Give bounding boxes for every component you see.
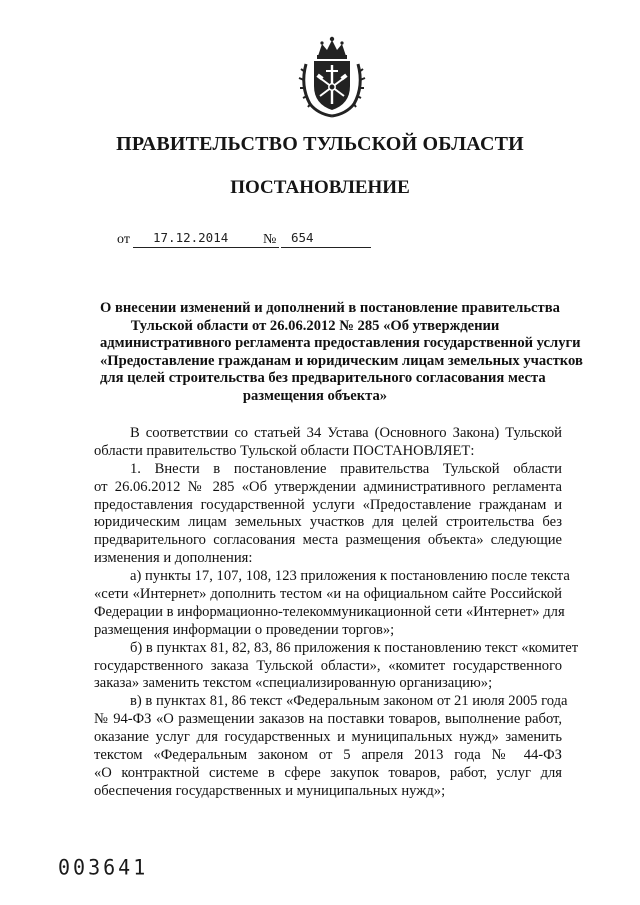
subject-line: «Предоставление гражданам и юридическим лицам земельных участков (100, 352, 583, 369)
body-line: В соответствии со статьей 34 Устава (Основного Закона) Тульской (130, 425, 562, 441)
number-underline (281, 247, 371, 248)
body-line: а) пункты 17, 107, 108, 123 приложения к постановлению после текста (130, 568, 570, 585)
body-line: оказание услуг для государственных и муниципальных нужд» заменить (94, 729, 562, 746)
body-line: в) в пунктах 81, 86 текст «Федеральным законом от 21 июля 2005 года (130, 693, 568, 710)
body-line: государственного заказа Тульской области», «комитет государственного (94, 657, 562, 674)
subject-line: О внесении изменений и дополнений в постановление правительства (100, 300, 560, 316)
subject-line: административного регламента предоставления государственной услуги (100, 335, 581, 352)
date-label: от (117, 232, 130, 247)
serial-number: 003641 (58, 854, 149, 880)
document-subject (100, 300, 583, 406)
body-line: области правительство Тульской области ПОСТАНОВЛЯЕТ: (94, 442, 475, 459)
date-value: 17.12.2014 (153, 230, 229, 245)
number-value: 654 (291, 230, 314, 245)
body-line: изменения и дополнения: (94, 550, 253, 567)
document-body (94, 425, 579, 801)
document-type: ПОСТАНОВЛЕНИЕ (230, 177, 410, 198)
body-line: текстом «Федеральным законом от 5 апреля 2013 года № 44-ФЗ (94, 747, 562, 764)
body-line: предварительного согласования места размещения объекта» следующие (94, 532, 562, 549)
body-line: б) в пунктах 81, 82, 83, 86 приложения к постановлению текст «комитет (130, 639, 579, 656)
body-line: Федерации в информационно-телекоммуникационной сети «Интернет» для (94, 603, 565, 620)
tula-coat-of-arms-icon (296, 34, 368, 118)
body-line: «О контрактной системе в сфере закупок товаров, работ, услуг для (94, 764, 562, 781)
body-line: № 94-ФЗ «О размещении заказов на поставки товаров, выполнение работ, (94, 711, 562, 728)
body-line: 1. Внести в постановление правительства Тульской области (130, 460, 562, 477)
body-line: заказа» заменить текстом «специализированную организацию»; (94, 675, 493, 692)
body-line: предоставления государственной услуги «Предоставление гражданам и (94, 496, 562, 513)
body-line: обеспечения государственных и муниципальных нужд»; (94, 782, 446, 799)
organization-title: ПРАВИТЕЛЬСТВО ТУЛЬСКОЙ ОБЛАСТИ (116, 133, 524, 155)
number-label: № (263, 232, 277, 247)
date-underline (133, 247, 279, 248)
body-line: юридическим лицам земельных участков для целей строительства без (94, 514, 562, 531)
body-line: от 26.06.2012 № 285 «Об утверждении административного регламента (94, 478, 562, 495)
body-line: «сети «Интернет» дополнить тестом «и на официальном сайте Российской (94, 586, 562, 603)
body-line: размещения информации о проведении торгов»; (94, 621, 395, 638)
subject-line: для целей строительства без предварительного согласования места (100, 370, 546, 387)
subject-line: Тульской области от 26.06.2012 № 285 «Об утверждении (130, 317, 500, 334)
subject-line: размещения объекта» (242, 387, 388, 404)
